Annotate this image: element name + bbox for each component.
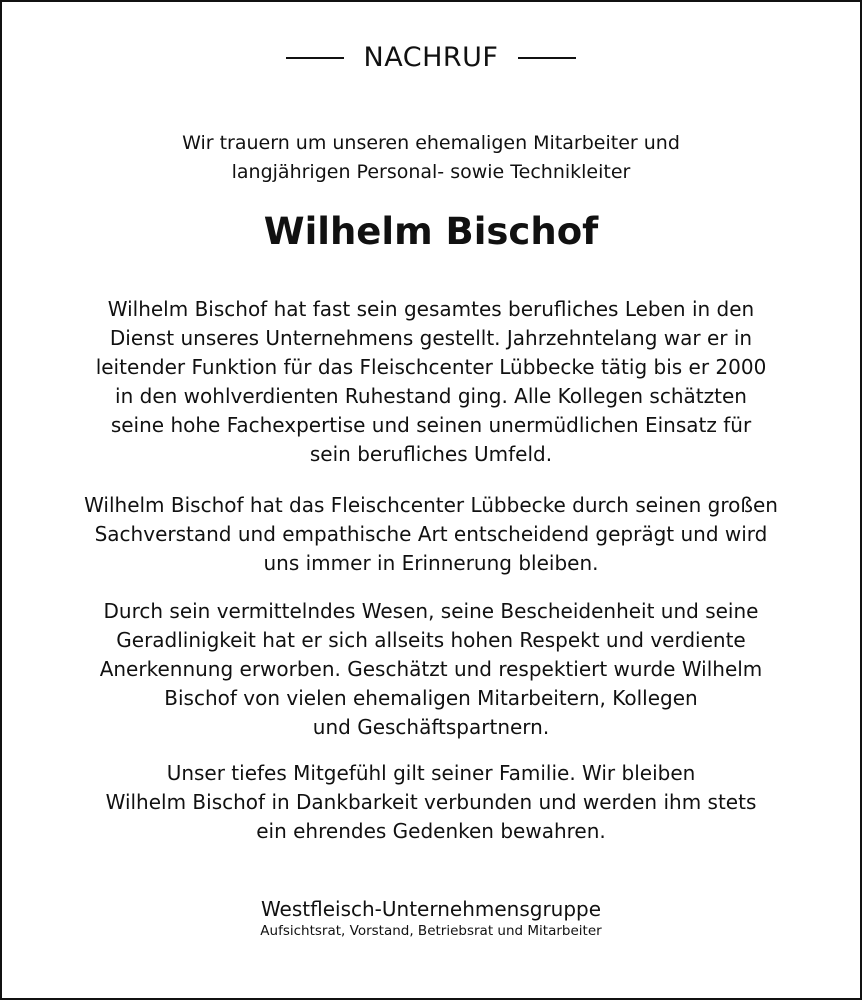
text-line: Sachverstand und empathische Art entscheidend geprägt und wird xyxy=(94,522,768,546)
text-line: in den wohlverdienten Ruhestand ging. Alle Kollegen schätzten xyxy=(115,384,747,408)
text-line: sein berufliches Umfeld. xyxy=(309,442,553,466)
text-line: Geradlinigkeit hat er sich allseits hohen Respekt und verdiente xyxy=(116,628,746,652)
text-line: und Geschäftspartnern. xyxy=(312,715,550,739)
intro-line: Wir trauern um unseren ehemaligen Mitarbeiter und xyxy=(182,132,680,154)
signature-members: Aufsichtsrat, Vorstand, Betriebsrat und Mitarbeiter xyxy=(260,923,602,939)
text-line: uns immer in Erinnerung bleiben. xyxy=(263,551,599,575)
paragraph-2 xyxy=(0,491,862,578)
title: NACHRUF xyxy=(363,42,499,73)
text-line: Wilhelm Bischof hat das Fleischcenter Lübbecke durch seinen großen xyxy=(84,493,778,517)
text-line: seine hohe Fachexpertise und seinen unermüdlichen Einsatz für xyxy=(110,413,752,437)
intro-text xyxy=(0,129,862,187)
signature-organization: Westfleisch-Unternehmensgruppe xyxy=(260,897,602,921)
text-line: Durch sein vermittelndes Wesen, seine Bescheidenheit und seine xyxy=(103,599,759,623)
paragraph-3 xyxy=(0,597,862,742)
deceased-name: Wilhelm Bischof xyxy=(263,210,599,253)
header xyxy=(0,42,862,73)
text-line: Bischof von vielen ehemaligen Mitarbeitern, Kollegen xyxy=(164,686,698,710)
paragraph-1 xyxy=(0,295,862,469)
text-line: Dienst unseres Unternehmens gestellt. Jahrzehntelang war er in xyxy=(109,326,753,350)
left-rule xyxy=(286,57,344,59)
text-line: ein ehrendes Gedenken bewahren. xyxy=(256,819,606,843)
text-line: leitender Funktion für das Fleischcenter Lübbecke tätig bis er 2000 xyxy=(95,355,767,379)
text-line: Wilhelm Bischof in Dankbarkeit verbunden und werden ihm stets xyxy=(105,790,757,814)
text-line: Anerkennung erworben. Geschätzt und respektiert wurde Wilhelm xyxy=(99,657,763,681)
intro-line: langjährigen Personal- sowie Technikleiter xyxy=(231,161,631,183)
text-line: Unser tiefes Mitgefühl gilt seiner Familie. Wir bleiben xyxy=(166,761,696,785)
text-line: Wilhelm Bischof hat fast sein gesamtes berufliches Leben in den xyxy=(107,297,755,321)
right-rule xyxy=(518,57,576,59)
paragraph-4 xyxy=(0,759,862,846)
